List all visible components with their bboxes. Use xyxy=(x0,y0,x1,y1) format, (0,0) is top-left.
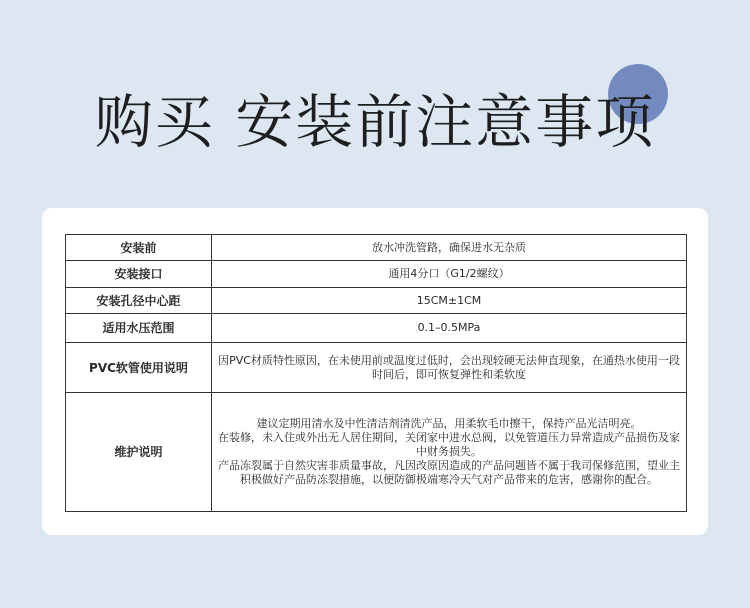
row-value xyxy=(212,393,687,512)
row-value-text: 放水冲洗管路，确保进水无杂质 xyxy=(372,240,526,254)
row-label: PVC软管使用说明 xyxy=(66,343,212,393)
row-value-line: 产品冻裂属于自然灾害非质量事故，凡因改原因造成的产品问题皆不属于我司保修范围，望业主积极做好产品防冻裂措施，以便防御极端寒冷天气对产品带来的危害，感谢你的配合。 xyxy=(218,459,680,486)
row-label: 安装前 xyxy=(66,235,212,261)
notes-card xyxy=(42,208,708,535)
page-title: 购买 安装前注意事项 xyxy=(94,88,656,156)
table-row xyxy=(66,261,687,288)
install-notes-table xyxy=(65,234,687,512)
table-row xyxy=(66,393,687,512)
row-value-line: 在装修，未入住或外出无人居住期间，关闭家中进水总阀，以免管道压力异常造成产品损伤及家中财务损失。 xyxy=(218,431,680,458)
row-value xyxy=(212,343,687,393)
row-value xyxy=(212,314,687,343)
row-value xyxy=(212,288,687,314)
row-value xyxy=(212,235,687,261)
row-value xyxy=(212,261,687,288)
row-value-text: 因PVC材质特性原因，在未使用前或温度过低时，会出现较硬无法伸直现象，在通热水使用一段时间后，即可恢复弹性和柔软度 xyxy=(218,353,680,381)
row-label: 安装接口 xyxy=(66,261,212,288)
table-row xyxy=(66,314,687,343)
row-value-text: 通用4分口（G1/2螺纹） xyxy=(388,267,510,280)
table-row xyxy=(66,343,687,393)
row-label: 安装孔径中心距 xyxy=(66,288,212,314)
table-row xyxy=(66,288,687,314)
table-row xyxy=(66,235,687,261)
row-value-line: 建议定期用清水及中性清洁剂清洗产品，用柔软毛巾擦干，保持产品光洁明亮。 xyxy=(256,417,642,430)
row-value-text: 15CM±1CM xyxy=(416,293,482,307)
row-label: 适用水压范围 xyxy=(66,314,212,343)
row-label: 维护说明 xyxy=(66,393,212,512)
row-value-text: 0.1–0.5MPa xyxy=(417,321,481,334)
